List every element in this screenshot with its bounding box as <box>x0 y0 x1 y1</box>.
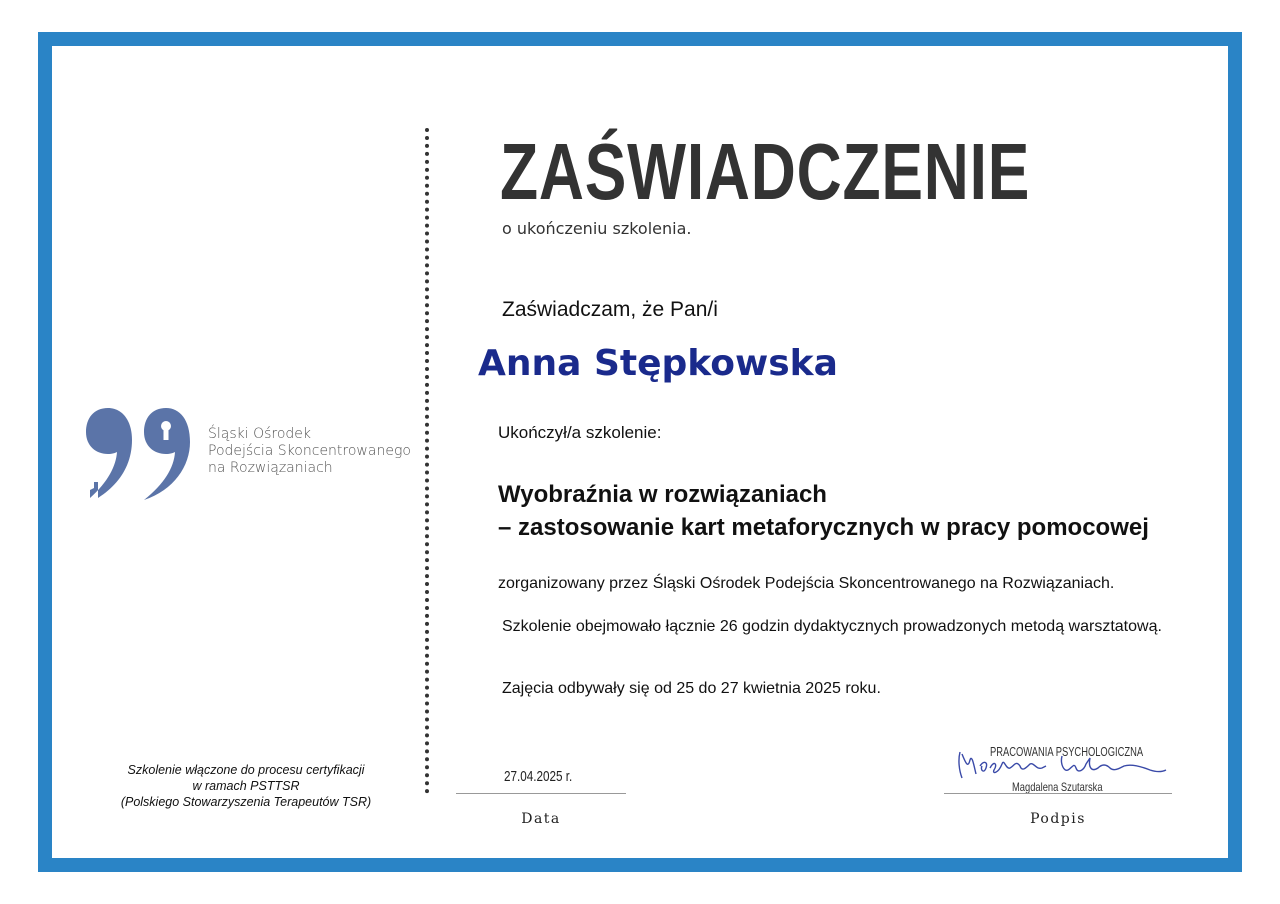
certificate-title: ZAŚWIADCZENIE <box>500 127 1031 216</box>
dotted-divider <box>425 128 429 794</box>
date-line <box>456 793 626 794</box>
quote-marks-logo-icon <box>86 404 196 504</box>
certification-note-line: (Polskiego Stowarzyszenia Terapeutów TSR) <box>120 795 372 809</box>
signature-line <box>944 793 1172 794</box>
hours-text: Szkolenie obejmowało łącznie 26 godzin dydaktycznych prowadzonych metodą warsztatową. <box>502 618 1162 635</box>
date-label: Data <box>521 811 561 827</box>
issue-date: 27.04.2025 r. <box>504 768 573 785</box>
completed-label: Ukończył/a szkolenie: <box>498 423 662 442</box>
course-title-line: – zastosowanie kart metaforycznych w pracy pomocowej <box>498 514 1149 541</box>
course-title <box>498 478 1149 544</box>
organization-name-line: na Rozwiązaniach <box>208 460 333 476</box>
organizer-text: zorganizowany przez Śląski Ośrodek Podejścia Skoncentrowanego na Rozwiązaniach. <box>498 575 1115 592</box>
dates-text: Zajęcia odbywały się od 25 do 27 kwietnia 2025 roku. <box>502 680 881 697</box>
course-title-line: Wyobraźnia w rozwiązaniach <box>498 481 827 508</box>
organization-name-line: Podejścia Skoncentrowanego <box>208 443 411 459</box>
stamp-title: PRACOWANIA PSYCHOLOGICZNA <box>990 744 1144 759</box>
intro-text: Zaświadczam, że Pan/i <box>502 298 718 321</box>
certification-note-line: Szkolenie włączone do procesu certyfikacji <box>127 763 365 777</box>
organization-name-line: Śląski Ośrodek <box>208 426 312 442</box>
certification-note <box>96 762 396 810</box>
signature-label: Podpis <box>1030 811 1086 827</box>
recipient-name: Anna Stępkowska <box>478 343 838 384</box>
certification-note-line: w ramach PSTTSR <box>192 779 300 793</box>
organization-logo <box>86 404 416 504</box>
organization-name <box>208 426 411 477</box>
certificate-subtitle: o ukończeniu szkolenia. <box>502 219 692 238</box>
stamp-name: Magdalena Szutarska <box>1012 780 1103 794</box>
